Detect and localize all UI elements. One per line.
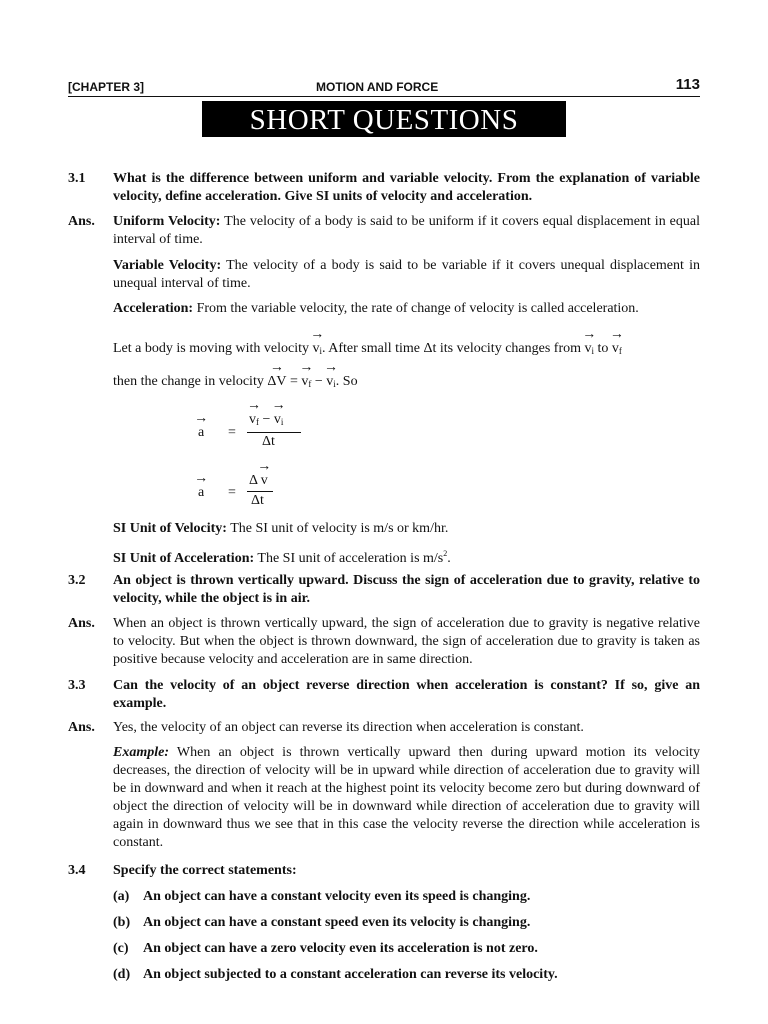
option-text: An object can have a constant speed even its velocity is changing. xyxy=(143,915,531,930)
page-number: 113 xyxy=(675,76,700,93)
option-label: (b) xyxy=(113,915,131,930)
answer-label: Ans. xyxy=(68,616,95,631)
variable-velocity-text: The velocity of a body is said to be variable if it covers unequal displacement in unequal interval of time. xyxy=(113,258,701,291)
variable-velocity-paragraph xyxy=(113,257,700,293)
acceleration-text: From the variable velocity, the rate of change of velocity is called acceleration. xyxy=(193,301,639,316)
option-label: (d) xyxy=(113,967,131,982)
si-velocity-label: SI Unit of Velocity: xyxy=(113,521,227,536)
page-header xyxy=(68,76,700,98)
question-text: An object is thrown vertically upward. Discuss the sign of acceleration due to gravity, relative to velocity, while the object is in air. xyxy=(113,573,700,606)
answer-label: Ans. xyxy=(68,214,95,229)
eq2-numerator: Δ → v xyxy=(249,473,268,489)
question-number: 3.1 xyxy=(68,171,86,186)
uniform-velocity-text: The velocity of a body is said to be uniform if it covers equal displacement in equal interval of time. xyxy=(113,214,700,247)
eq1-denominator: Δt xyxy=(262,434,275,449)
question-text: What is the difference between uniform and variable velocity. From the explanation of variable velocity, define acceleration. Give SI units of velocity and acceleration. xyxy=(113,171,700,204)
question-number: 3.3 xyxy=(68,678,86,693)
answer-label: Ans. xyxy=(68,720,95,735)
change-text-1: then the change in velocity xyxy=(113,374,268,389)
v-initial-vector: → $v_i$ xyxy=(312,340,322,360)
option-label: (c) xyxy=(113,941,129,956)
chapter-title: MOTION AND FORCE xyxy=(316,80,439,94)
acceleration-paragraph xyxy=(113,300,700,318)
answer-text: When an object is thrown vertically upward, the sign of acceleration due to gravity is negative relative to velocity. But when the object is thrown downward, the sign of acceleration due to gravity is taken as positive because velocity and acceleration are in same direction. xyxy=(113,616,700,667)
si-acceleration-text: The SI unit of acceleration is m/s xyxy=(254,551,444,566)
eq2-equals: = xyxy=(228,485,236,500)
question-text: Can the velocity of an object reverse direction when acceleration is constant? If so, give an example. xyxy=(113,678,700,711)
acceleration-label: Acceleration: xyxy=(113,301,194,316)
question-number: 3.4 xyxy=(68,863,86,878)
v-initial-vector-3: → $v_i$ xyxy=(326,373,336,393)
example-label: Example: xyxy=(113,745,169,760)
eq2-fraction-bar xyxy=(247,491,273,492)
v-final-vector-3: → $v_f$ xyxy=(301,373,311,393)
let-body-text-1: Let a body is moving with velocity xyxy=(113,341,313,356)
uniform-velocity-label: Uniform Velocity: xyxy=(113,214,221,229)
section-banner: SHORT QUESTIONS xyxy=(202,101,566,137)
example-text: When an object is thrown vertically upward then during upward motion its velocity decreases, the direction of velocity will be in upward while direction of acceleration due to gravity will be in downward and when it reach at the highest point its velocity become zero but during downward of object the direction of velocity will be in downward while direction of acceleration due to gravity will again in downward thus we see that in this case the velocity reverse the direction while acceleration is constant. xyxy=(113,745,700,850)
eq1-fraction-bar xyxy=(247,432,301,433)
eq1-equals: = xyxy=(228,425,236,440)
delta-v-vector: → ΔV xyxy=(267,373,286,391)
answer-text: Yes, the velocity of an object can reverse its direction when acceleration is constant. xyxy=(113,720,584,735)
page: [CHAPTER 3] MOTION AND FORCE 113 SHORT QUESTIONS 3.1 What is the difference between uniform and variable velocity. From the explanation of variable velocity, define acceleration. Give SI units of velocity and acceleration. Ans. Uniform Velocity: The velocity of a body is said to be uniform if it covers equal displacement in equal interval of time. Variable Velocity: The velocity of a body is said to be variable if it covers unequal displacement in unequal interval of time. Acceleration: From the variable velocity, the rate of change of velocity is called acceleration. Let a body is moving with velocity → $v_i$. After small time Δt its velocity changes from → $v_i$ to → $v_f$ then the change in velocity → ΔV = → $v_f$ − → $v_i$. So → a = → $v_f$ − → $v_i$ Δt → a = Δ → v Δt SI Unit of Velocity: The SI unit of velocity is m/s or km/hr. SI Unit of Acceleration: The SI unit of acceleration is $m/s^2$. 3.2 An object is thrown vertically upward. Discuss the sign of acceleration due to gravity, relative to velocity, while the object is in air. Ans. When an object is thrown vertically upward, the sign of acceleration due to gravity is negative relative to velocity. But when the object is thrown downward, the sign of acceleration due to gravity is taken as positive because velocity and acceleration are in same direction. 3.3 Can the velocity of an object reverse direction when acceleration is constant? If so, give an example. Ans. Yes, the velocity of an object can reverse its direction when acceleration is constant. Example: When an object is thrown vertically upward then during upward motion its velocity decreases, the direction of velocity will be in upward while direction of acceleration due to gravity will be in downward and when it reach at the highest point its velocity become zero but during downward of object the direction of velocity will be in downward while direction of acceleration due to gravity will again in downward thus we see that in this case the velocity reverse the direction while acceleration is constant. 3.4 Specify the correct statements: (a) An object can have a constant velocity even its speed is changing. (b) An object can have a constant speed even its velocity is changing. (c) An object can have a zero velocity even its acceleration is not zero. (d) An object subjected to a constant acceleration can reverse its velocity. xyxy=(68,0,700,1024)
chapter-label: [CHAPTER 3] xyxy=(68,80,145,94)
si-velocity-text: The SI unit of velocity is m/s or km/hr. xyxy=(226,521,449,536)
uniform-velocity-paragraph xyxy=(113,213,700,249)
eq2-a-vector: → a xyxy=(198,485,204,501)
option-text: An object subjected to a constant acceleration can reverse its velocity. xyxy=(143,967,558,982)
eq1-a-vector: → a xyxy=(198,425,204,441)
let-body-text-3: to xyxy=(594,341,612,356)
eq1-numerator: → $v_f$ − → $v_i$ xyxy=(249,412,283,428)
v-initial-vector-2: → $v_i$ xyxy=(585,340,595,360)
si-acceleration-label: SI Unit of Acceleration: xyxy=(113,551,255,566)
question-number: 3.2 xyxy=(68,573,86,588)
option-text: An object can have a zero velocity even its acceleration is not zero. xyxy=(143,941,538,956)
option-label: (a) xyxy=(113,889,130,904)
option-text: An object can have a constant velocity even its speed is changing. xyxy=(143,889,531,904)
v-final-vector: → $v_f$ xyxy=(612,340,622,360)
header-rule xyxy=(68,96,700,97)
eq2-denominator: Δt xyxy=(251,493,264,508)
question-text: Specify the correct statements: xyxy=(113,863,297,878)
variable-velocity-label: Variable Velocity: xyxy=(113,258,222,273)
let-body-text-2: . After small time Δt its velocity changes from xyxy=(322,341,585,356)
